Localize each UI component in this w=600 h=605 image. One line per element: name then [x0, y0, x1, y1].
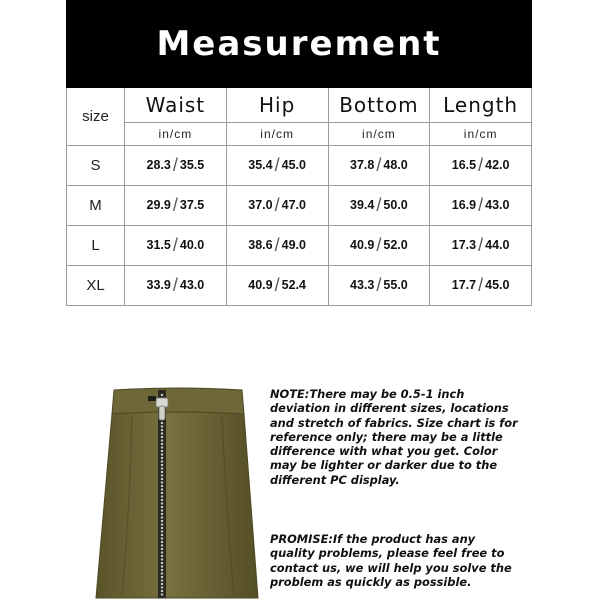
- bottom-value: 37.8 / 48.0: [328, 146, 430, 186]
- page-title: Measurement: [156, 24, 442, 64]
- waist-value: 28.3 / 35.5: [125, 146, 227, 186]
- table-row: [67, 186, 532, 226]
- waist-value: 31.5 / 40.0: [125, 226, 227, 266]
- length-value: 16.5 / 42.0: [430, 146, 532, 186]
- size-cell: M: [67, 186, 125, 226]
- size-cell: XL: [67, 266, 125, 306]
- length-value: 17.7 / 45.0: [430, 266, 532, 306]
- hip-value: 35.4 / 45.0: [226, 146, 328, 186]
- table-row: [67, 146, 532, 186]
- hip-value: 40.9 / 52.4: [226, 266, 328, 306]
- size-cell: L: [67, 226, 125, 266]
- hip-value: 38.6 / 49.0: [226, 226, 328, 266]
- hip-value: 37.0 / 47.0: [226, 186, 328, 226]
- column-header-hip: Hip: [226, 88, 328, 123]
- promise-text: PROMISE:If the product has any quality problems, please feel free to contact us, we will help you solve the problem as quickly as possible.: [270, 532, 512, 589]
- size-column-header: size: [67, 88, 125, 146]
- length-value: 17.3 / 44.0: [430, 226, 532, 266]
- table-row: [67, 226, 532, 266]
- title-banner: [66, 0, 532, 88]
- bottom-value: 40.9 / 52.0: [328, 226, 430, 266]
- column-header-waist: Waist: [125, 88, 227, 123]
- waist-value: 33.9 / 43.0: [125, 266, 227, 306]
- waist-value: 29.9 / 37.5: [125, 186, 227, 226]
- note-text: NOTE:There may be 0.5-1 inch deviation in different sizes, locations and stretch of fabrics. Size chart is for reference only; there may be a little difference with what you get. Color may be lighter or darker due to the different PC display.: [270, 387, 518, 487]
- bottom-value: 43.3 / 55.0: [328, 266, 430, 306]
- unit-label: in/cm: [430, 123, 532, 146]
- unit-label: in/cm: [328, 123, 430, 146]
- size-cell: S: [67, 146, 125, 186]
- length-value: 16.9 / 43.0: [430, 186, 532, 226]
- unit-label: in/cm: [226, 123, 328, 146]
- product-image-skirt: [92, 386, 262, 600]
- column-header-length: Length: [430, 88, 532, 123]
- size-chart-table: [66, 88, 532, 306]
- table-row: [67, 266, 532, 306]
- column-header-bottom: Bottom: [328, 88, 430, 123]
- bottom-value: 39.4 / 50.0: [328, 186, 430, 226]
- unit-label: in/cm: [125, 123, 227, 146]
